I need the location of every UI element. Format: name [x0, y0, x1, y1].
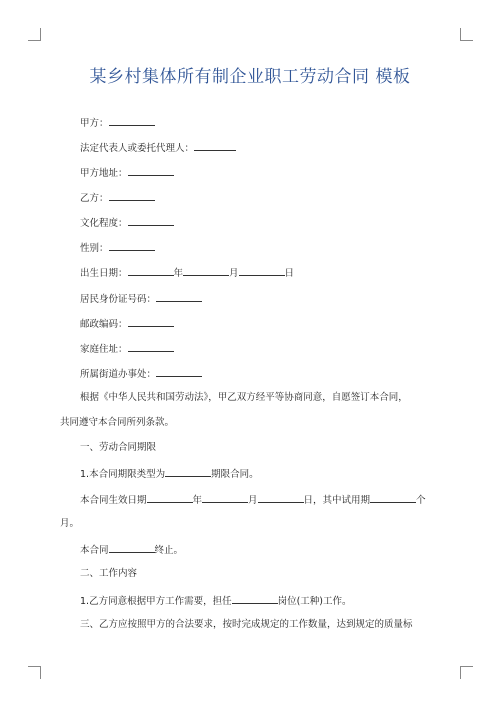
blank-line[interactable] [147, 493, 193, 503]
clause-line: 月。 [60, 518, 80, 529]
clause-line: 本合同 终止。 [80, 545, 184, 556]
field-legal-rep: 法定代表人或委托代理人： [80, 141, 236, 155]
field-street-office: 所属街道办事处： [80, 367, 202, 381]
blank-line[interactable] [202, 493, 248, 503]
section-heading: 二、工作内容 [80, 568, 138, 579]
blank-line[interactable] [128, 266, 174, 276]
field-education: 文化程度： [80, 216, 174, 230]
blank-line[interactable] [128, 166, 174, 176]
field-party-a-address: 甲方地址： [80, 166, 174, 180]
blank-line[interactable] [109, 191, 155, 201]
blank-line[interactable] [156, 292, 202, 302]
clause-line: 三、乙方应按照甲方的合法要求，按时完成规定的工作数量，达到规定的质量标 [80, 619, 413, 630]
preamble-line: 根据《中华人民共和国劳动法》，甲乙双方经平等协商同意，自愿签订本合同， [80, 392, 408, 403]
field-party-a: 甲方： [80, 116, 155, 130]
page-corner-mark [28, 666, 41, 679]
document-title: 某乡村集体所有制企业职工劳动合同 模板 [89, 67, 411, 87]
page-corner-mark [460, 28, 473, 41]
blank-line[interactable] [109, 241, 155, 251]
blank-line[interactable] [258, 493, 304, 503]
field-id-number: 居民身份证号码： [80, 292, 202, 306]
clause-line: 1.乙方同意根据甲方工作需要，担任 岗位(工种)工作。 [80, 596, 352, 607]
page-corner-mark [460, 666, 473, 679]
clause-line: 1.本合同期限类型为 期限合同。 [80, 469, 259, 480]
field-postal-code: 邮政编码： [80, 317, 174, 331]
blank-line[interactable] [165, 467, 211, 477]
blank-line[interactable] [128, 216, 174, 226]
blank-line[interactable] [232, 594, 278, 604]
clause-line: 本合同生效日期 年 月 日，其中试用期 个 [80, 495, 426, 506]
field-birth-date: 出生日期： 年 月 日 [80, 268, 295, 279]
blank-line[interactable] [156, 367, 202, 377]
blank-line[interactable] [109, 543, 155, 553]
blank-line[interactable] [128, 342, 174, 352]
field-party-b: 乙方： [80, 191, 155, 205]
page-corner-mark [28, 28, 41, 41]
field-home-address: 家庭住址： [80, 342, 174, 356]
blank-line[interactable] [128, 317, 174, 327]
blank-line[interactable] [239, 266, 285, 276]
blank-line[interactable] [194, 141, 236, 151]
preamble-line: 共同遵守本合同所列条款。 [60, 417, 175, 428]
section-heading: 一、劳动合同期限 [80, 442, 157, 453]
blank-line[interactable] [370, 493, 416, 503]
field-gender: 性别： [80, 241, 155, 255]
blank-line[interactable] [109, 116, 155, 126]
blank-line[interactable] [183, 266, 229, 276]
